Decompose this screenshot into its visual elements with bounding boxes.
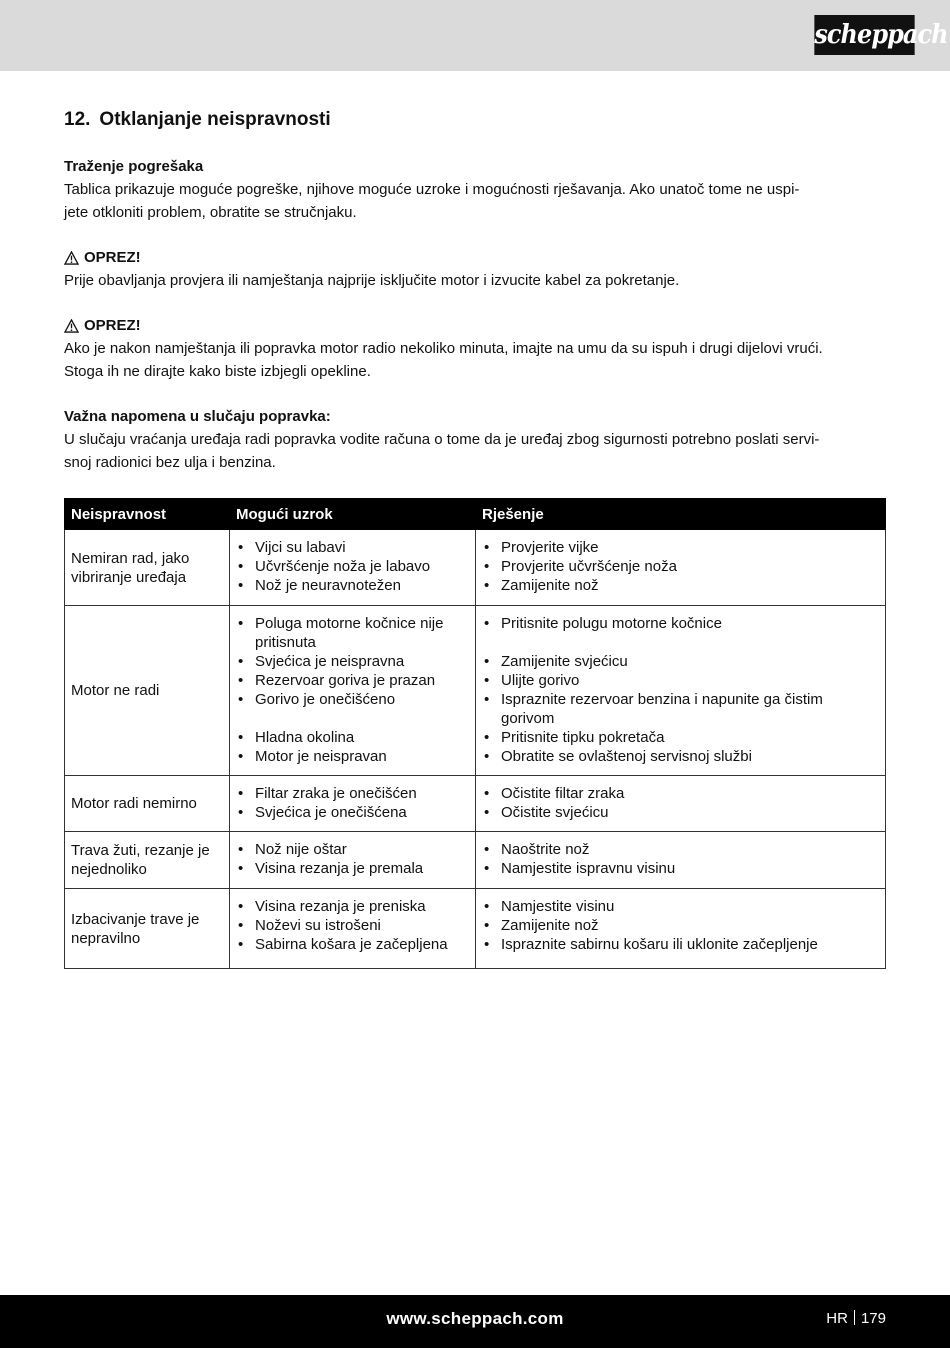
list-item: • Nož je neuravnotežen — [236, 576, 469, 595]
table-row — [65, 530, 886, 606]
brand-logo: scheppach — [814, 15, 914, 55]
table-row — [65, 832, 886, 889]
list-item: • Rezervoar goriva je prazan — [236, 671, 469, 690]
divider — [854, 1310, 855, 1325]
header-solution: Rješenje — [476, 499, 886, 530]
page-number: 179 — [860, 1310, 886, 1327]
page-content — [64, 108, 886, 496]
section-title — [64, 108, 886, 132]
list-item: • Gorivo je onečišćeno — [236, 690, 469, 709]
table-header-row — [65, 499, 886, 530]
list-item: • Vijci su labavi — [236, 538, 469, 557]
fault-cell — [65, 889, 230, 969]
repair-note-line-2: snoj radionici bez ulja i benzina. — [64, 454, 276, 471]
fault-line: Nemiran rad, jako — [71, 549, 190, 567]
list-item: • Sabirna košara je začepljena — [236, 935, 469, 954]
list-item: • Provjerite vijke — [482, 538, 879, 557]
list-item: • Pritisnite polugu motorne kočnice — [482, 614, 879, 633]
fault-line: Trava žuti, rezanje je — [71, 842, 210, 859]
solution-cell — [476, 889, 886, 969]
warning-label: OPREZ! — [84, 317, 141, 334]
list-item: • Zamijenite nož — [482, 576, 879, 595]
list-item: • Ulijte gorivo — [482, 671, 879, 690]
troubleshooting-heading: Traženje pogrešaka — [64, 158, 204, 175]
list-item: • Motor je neispravan — [236, 747, 469, 766]
fault-line: nejednoliko — [71, 861, 147, 878]
table-row — [65, 889, 886, 969]
section-number: 12. — [64, 109, 91, 130]
list-item: • Zamijenite nož — [482, 916, 879, 935]
list-item: • Provjerite učvršćenje noža — [482, 557, 879, 576]
list-item: • Ispraznite rezervoar benzina i napunite ga čistim gorivom — [482, 690, 879, 728]
list-item: • Hladna okolina — [236, 728, 469, 747]
list-item: • Zamijenite svjećicu — [482, 652, 879, 671]
list-item: • Nož nije oštar — [236, 840, 469, 859]
cause-cell — [230, 606, 476, 776]
warning-heading — [64, 314, 886, 337]
list-item: • Svjećica je neispravna — [236, 652, 469, 671]
section-title-text: Otklanjanje neispravnosti — [99, 109, 331, 130]
page-indicator — [826, 1310, 886, 1327]
list-item: • Učvršćenje noža je labavo — [236, 557, 469, 576]
list-item: • Svjećica je onečišćena — [236, 803, 469, 822]
list-item: • Filtar zraka je onečišćen — [236, 784, 469, 803]
cause-cell — [230, 530, 476, 606]
header-band — [0, 0, 950, 71]
warning-heading — [64, 246, 886, 269]
header-fault: Neispravnost — [65, 499, 230, 530]
list-item: • Namjestite visinu — [482, 897, 879, 916]
list-item: • Ispraznite sabirnu košaru ili uklonite začepljenje — [482, 935, 879, 954]
list-item: • Obratite se ovlaštenoj servisnoj službi — [482, 747, 879, 766]
warning-block-1 — [64, 246, 886, 292]
troubleshooting-table — [64, 498, 886, 969]
solution-cell — [476, 530, 886, 606]
warning-text: Stoga ih ne dirajte kako biste izbjegli opekline. — [64, 363, 371, 380]
solution-cell — [476, 832, 886, 889]
warning-block-2 — [64, 314, 886, 383]
list-item: • Poluga motorne kočnice nije pritisnuta — [236, 614, 469, 652]
repair-note-block — [64, 405, 886, 474]
solution-cell — [476, 776, 886, 832]
fault-cell — [65, 606, 230, 776]
cause-cell — [230, 832, 476, 889]
list-item: • Očistite svjećicu — [482, 803, 879, 822]
troubleshooting-block — [64, 155, 886, 224]
fault-line: Izbacivanje trave je — [71, 910, 200, 928]
cause-cell — [230, 776, 476, 832]
fault-line: nepravilno — [71, 929, 141, 947]
fault-line: vibriranje uređaja — [71, 568, 187, 586]
warning-text: Prije obavljanja provjera ili namještanja najprije isključite motor i izvucite kabel za pokretanje. — [64, 272, 680, 289]
troubleshooting-line-1: Tablica prikazuje moguće pogreške, njihove moguće uzroke i mogućnosti rješavanja. Ako unatoč tome ne uspi- — [64, 181, 800, 198]
list-item: • Pritisnite tipku pokretača — [482, 728, 879, 747]
header-cause: Mogući uzrok — [230, 499, 476, 530]
warning-triangle-icon — [64, 251, 79, 265]
fault-line: Motor ne radi — [71, 682, 160, 699]
warning-label: OPREZ! — [84, 249, 141, 266]
warning-triangle-icon — [64, 319, 79, 333]
footer-bar — [0, 1295, 950, 1348]
fault-cell — [65, 776, 230, 832]
table-row — [65, 776, 886, 832]
fault-cell — [65, 530, 230, 606]
cause-cell — [230, 889, 476, 969]
warning-text: Ako je nakon namještanja ili popravka motor radio nekoliko minuta, imajte na umu da su ispuh i drugi dijelovi vrući. — [64, 340, 823, 357]
repair-note-heading: Važna napomena u slučaju popravka: — [64, 408, 331, 425]
solution-cell — [476, 606, 886, 776]
list-item: • Očistite filtar zraka — [482, 784, 879, 803]
table-row — [65, 606, 886, 776]
list-item: • Noževi su istrošeni — [236, 916, 469, 935]
troubleshooting-line-2: jete otkloniti problem, obratite se stručnjaku. — [64, 204, 357, 221]
list-item: • Namjestite ispravnu visinu — [482, 859, 879, 878]
fault-line: Motor radi nemirno — [71, 795, 197, 812]
list-item: • Visina rezanja je premala — [236, 859, 469, 878]
list-item: • Visina rezanja je preniska — [236, 897, 469, 916]
language-code: HR — [826, 1310, 848, 1327]
repair-note-line-1: U slučaju vraćanja uređaja radi popravka vodite računa o tome da je uređaj zbog sigurnosti potrebno poslati servi- — [64, 431, 820, 448]
list-item: • Naoštrite nož — [482, 840, 879, 859]
fault-cell — [65, 832, 230, 889]
footer-website-link[interactable]: www.scheppach.com — [386, 1309, 564, 1328]
